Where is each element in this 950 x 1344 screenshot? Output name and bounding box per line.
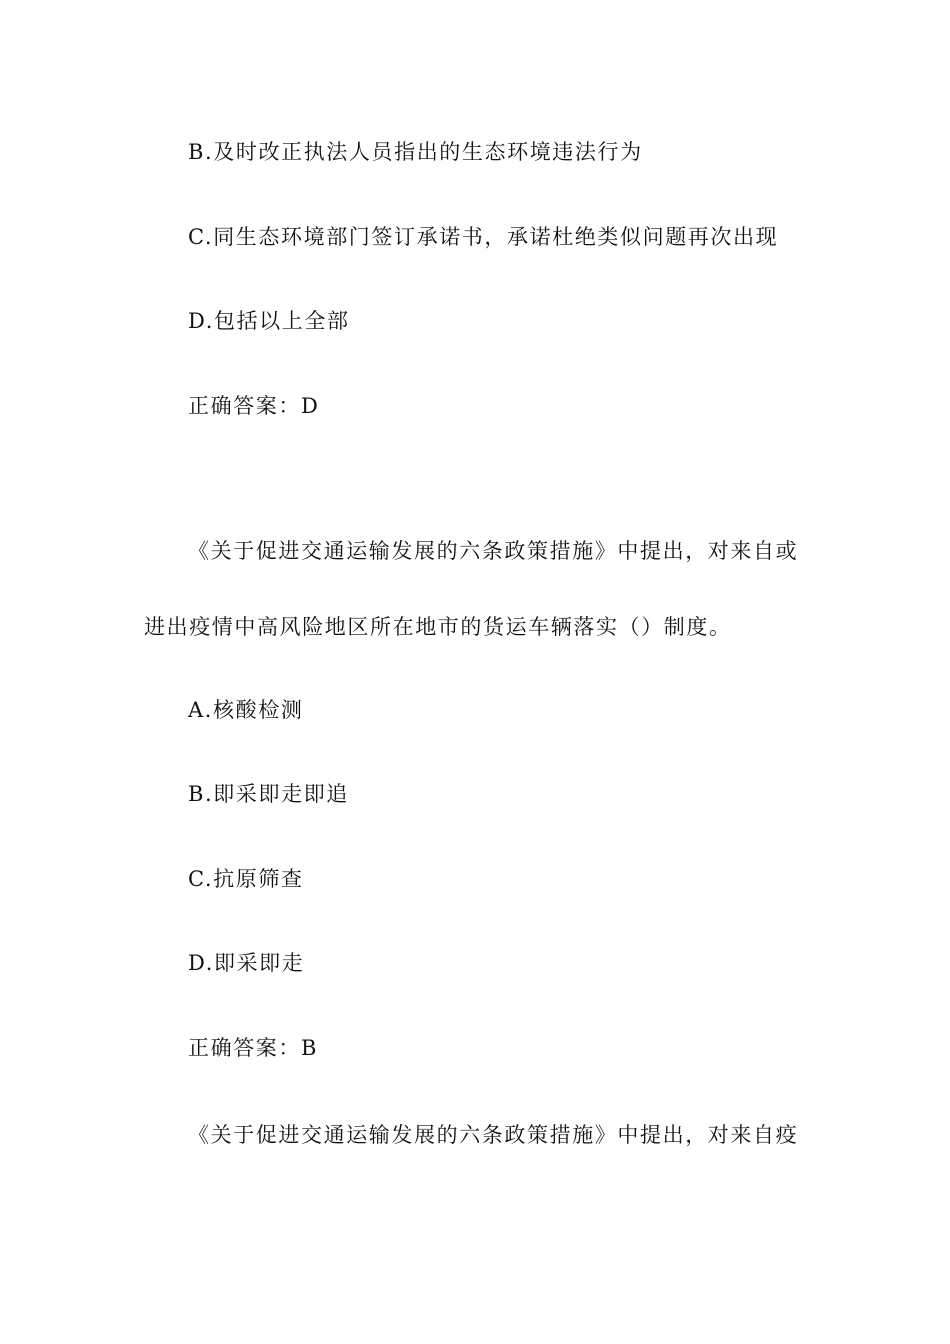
question-1-stem-line-1: 《关于促进交通运输发展的六条政策措施》中提出，对来自或 — [188, 539, 799, 563]
question-1-answer: 正确答案：B — [188, 1036, 319, 1060]
question-2-stem-line-1: 《关于促进交通运输发展的六条政策措施》中提出，对来自疫 — [188, 1123, 799, 1147]
prev-question-option-c: C.同生态环境部门签订承诺书，承诺杜绝类似问题再次出现 — [188, 225, 779, 249]
question-1-option-d: D.即采即走 — [188, 951, 305, 975]
prev-question-answer: 正确答案：D — [188, 394, 320, 418]
prev-question-option-d: D.包括以上全部 — [188, 309, 350, 333]
question-1-stem-line-2: 进出疫情中高风险地区所在地市的货运车辆落实（）制度。 — [144, 615, 732, 639]
question-1-option-a: A.核酸检测 — [188, 698, 304, 722]
prev-question-option-b: B.及时改正执法人员指出的生态环境违法行为 — [188, 140, 643, 164]
question-1-option-c: C.抗原筛查 — [188, 867, 304, 891]
question-1-option-b: B.即采即走即追 — [188, 782, 349, 806]
